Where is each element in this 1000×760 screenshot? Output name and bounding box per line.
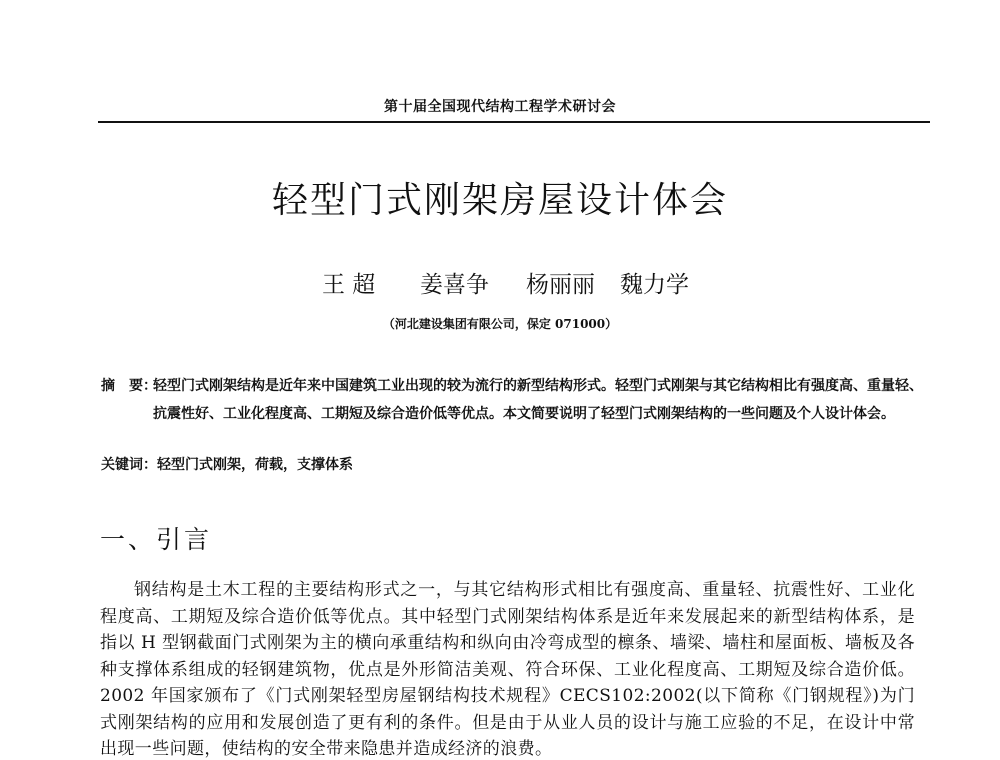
keywords-label: 关键词： — [101, 457, 157, 473]
author-name: 杨丽丽 — [526, 272, 595, 298]
affiliation: （河北建设集团有限公司，保定 071000） — [382, 317, 618, 331]
header-rule — [98, 121, 930, 123]
body-paragraph: 钢结构是土木工程的主要结构形式之一，与其它结构形式相比有强度高、重量轻、抗震性好、工业化程度高、工期短及综合造价低等优点。其中轻型门式刚架结构体系是近年来发展起来的新型结构体系，是指以 H 型钢截面门式刚架为主的横向承重结构和纵向由冷弯成型的檩条、墙梁、墙柱和屋面板、墙板及各种支撑体系组成的轻钢建筑物，优点是外形简洁美观、符合环保、工业化程度高、工期短及综合造价低。2002 年国家颁布了《门式刚架轻型房屋钢结构技术规程》CECS102:2002(以下简称《门钢规程》)为门式刚架结构的应用和发展创造了更有利的条件。但是由于从业人员的设计与施工应验的不足，在设计中常出现一些问题，使结构的安全带来隐患并造成经济的浪费。 — [100, 580, 915, 759]
abstract-label: 摘 要： — [101, 378, 157, 394]
section-heading: 一、引言 — [100, 525, 213, 554]
running-header: 第十届全国现代结构工程学术研讨会 — [384, 99, 616, 115]
keywords-text: 轻型门式刚架，荷载，支撑体系 — [157, 457, 353, 473]
paper-title: 轻型门式刚架房屋设计体会 — [271, 180, 728, 221]
author-name: 王 超 — [322, 272, 376, 298]
author-name: 姜喜争 — [420, 272, 489, 298]
keywords-line — [101, 454, 353, 474]
abstract-text: 轻型门式刚架结构是近年来中国建筑工业出现的较为流行的新型结构形式。轻型门式刚架与其它结构相比有强度高、重量轻、抗震性好、工业化程度高、工期短及综合造价低等优点。本文简要说明了轻型门式刚架结构的一些问题及个人设计体会。 — [153, 378, 923, 422]
author-name: 魏力学 — [620, 272, 689, 298]
abstract-block — [101, 372, 931, 428]
